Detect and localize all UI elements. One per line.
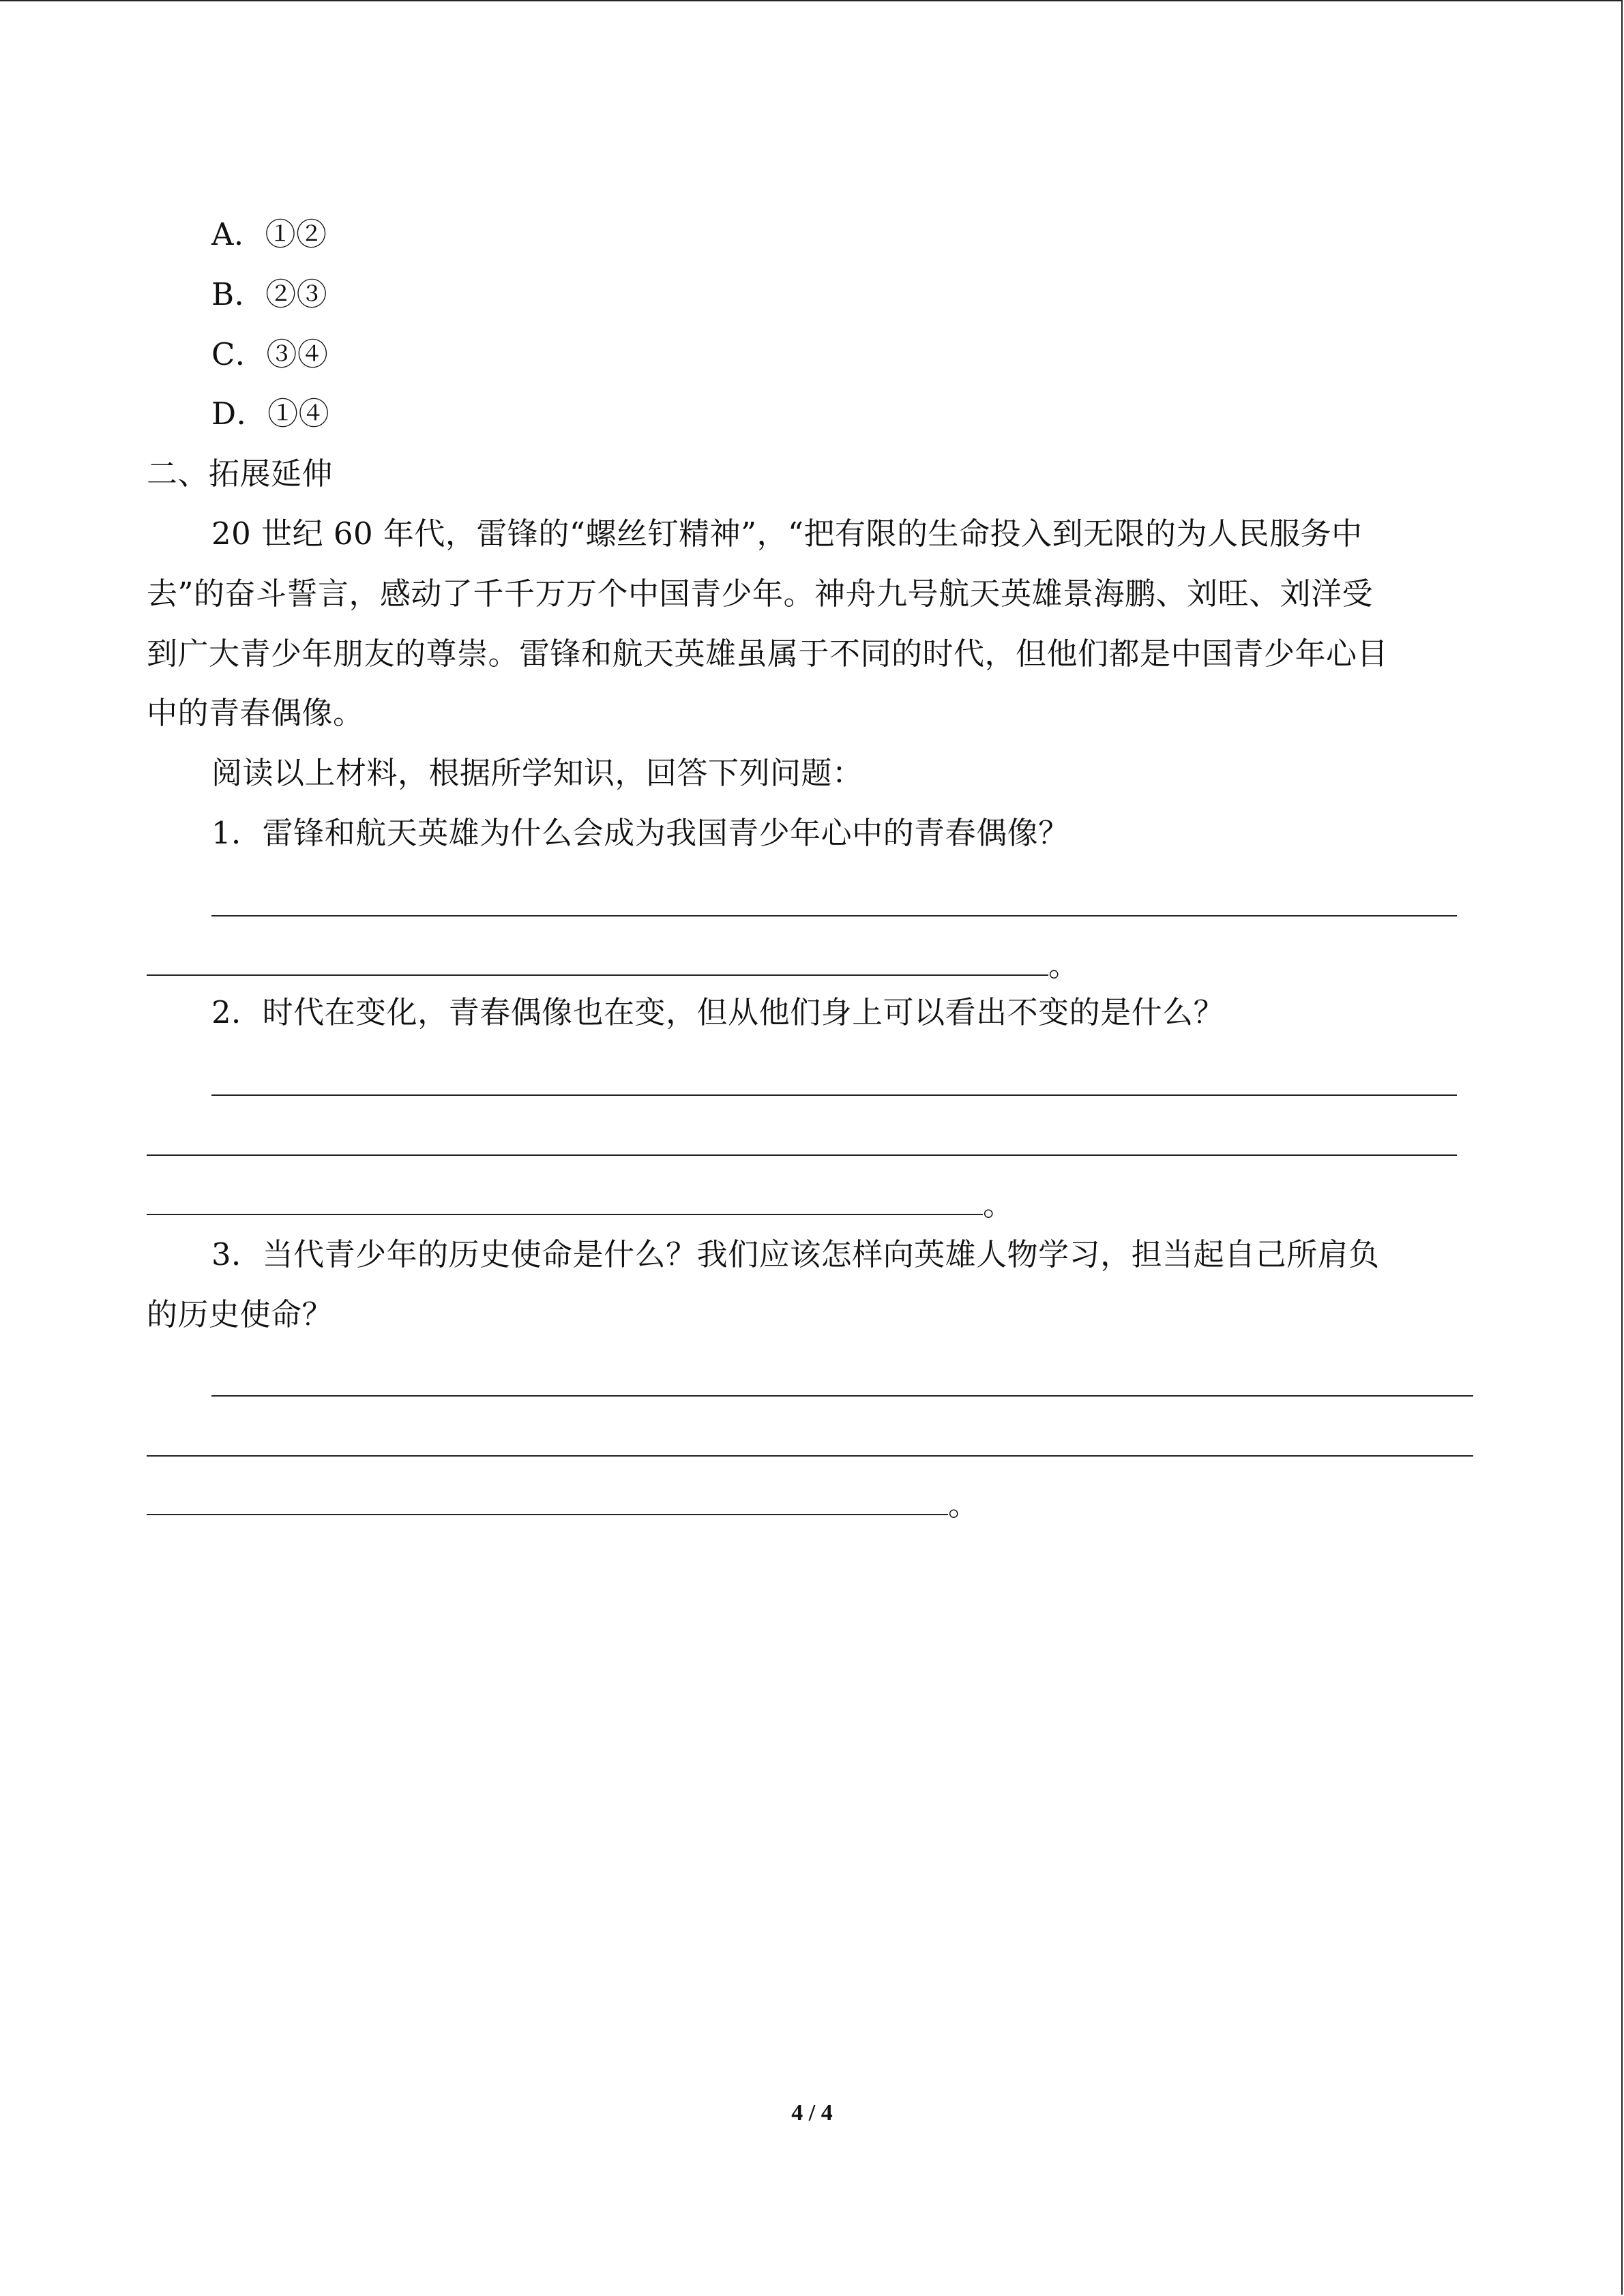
period-mark: 。 <box>983 1187 1014 1223</box>
option-a: A．①② <box>211 216 327 252</box>
material-line-3: 到广大青少年朋友的尊崇。雷锋和航天英雄虽属于不同的时代，但他们都是中国青少年心目 <box>147 636 1389 672</box>
question-2: 2．时代在变化，青春偶像也在变，但从他们身上可以看出不变的是什么？ <box>211 994 1225 1030</box>
material-line-4: 中的青春偶像。 <box>147 695 364 731</box>
answer-line[interactable] <box>147 974 1048 976</box>
page-number: 4 / 4 <box>791 2100 833 2126</box>
answer-line[interactable] <box>211 1094 1457 1096</box>
answer-line[interactable] <box>147 1214 983 1215</box>
option-b: B．②③ <box>211 276 328 312</box>
period-mark: 。 <box>948 1487 979 1523</box>
answer-line[interactable] <box>147 1455 1473 1457</box>
question-3-line-2: 的历史使命？ <box>147 1296 334 1332</box>
option-c: C．③④ <box>211 336 329 372</box>
period-mark: 。 <box>1048 947 1080 983</box>
question-3-line-1: 3．当代青少年的历史使命是什么？我们应该怎样向英雄人物学习，担当起自己所肩负 <box>211 1236 1380 1272</box>
material-line-1: 20 世纪 60 年代，雷锋的“螺丝钉精神”，“把有限的生命投入到无限的为人民服务中 <box>211 516 1363 552</box>
material-line-2: 去”的奋斗誓言，感动了千千万万个中国青少年。神舟九号航天英雄景海鹏、刘旺、刘洋受 <box>147 576 1374 612</box>
section-heading: 二、拓展延伸 <box>147 456 334 492</box>
answer-line[interactable] <box>211 1395 1473 1397</box>
answer-line[interactable] <box>147 1154 1457 1156</box>
instruction-text: 阅读以上材料，根据所学知识，回答下列问题： <box>211 755 863 791</box>
answer-line[interactable] <box>211 915 1457 916</box>
option-d: D．①④ <box>211 396 330 432</box>
question-1: 1．雷锋和航天英雄为什么会成为我国青少年心中的青春偶像？ <box>211 815 1069 851</box>
answer-line[interactable] <box>147 1514 948 1515</box>
